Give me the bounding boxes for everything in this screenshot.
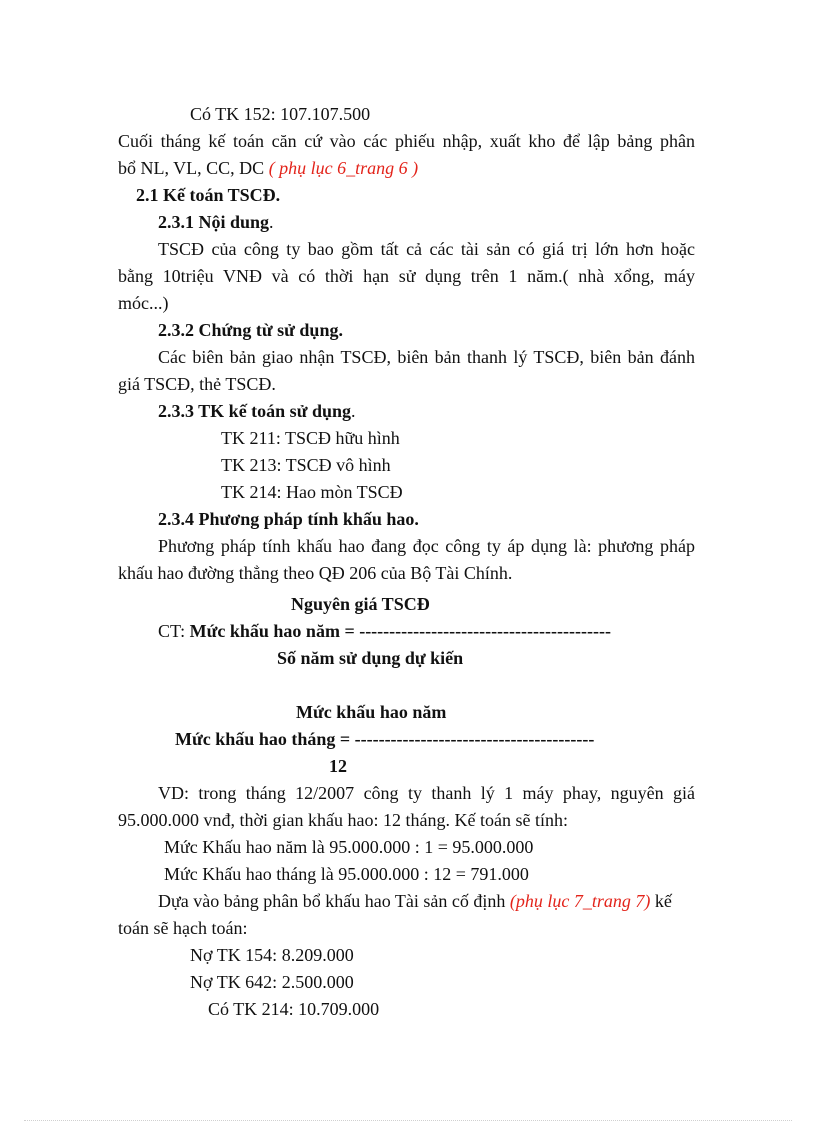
formula-denominator: 12	[329, 756, 347, 776]
paragraph-line: Các biên bản giao nhận TSCĐ, biên bản thanh lý TSCĐ, biên bản đánh	[158, 347, 695, 367]
calculation-line: Mức Khấu hao tháng là 95.000.000 : 12 = 791.000	[164, 864, 529, 884]
appendix-reference-7: (phụ lục 7_trang 7)	[509, 891, 651, 911]
account-item: TK 211: TSCĐ hữu hình	[221, 428, 400, 448]
formula-numerator: Nguyên giá TSCĐ	[291, 594, 430, 614]
paragraph-line: bằng 10triệu VNĐ và có thời hạn sử dụng trên 1 năm.( nhà xổng, máy	[118, 266, 695, 286]
paragraph-line: Phương pháp tính khấu hao đang đọc công ty áp dụng là: phương pháp	[158, 536, 695, 556]
entry-credit-214: Có TK 214: 10.709.000	[208, 999, 380, 1019]
account-item: TK 213: TSCĐ vô hình	[221, 455, 391, 475]
section-heading-2-1: 2.1 Kế toán TSCĐ.	[136, 185, 281, 205]
page-footer-divider	[24, 1120, 792, 1121]
entry-debit-154: Nợ TK 154: 8.209.000	[190, 945, 354, 965]
account-item: TK 214: Hao mòn TSCĐ	[221, 482, 403, 502]
subheading-2-3-2: 2.3.2 Chứng từ sử dụng.	[158, 320, 343, 340]
paragraph-line: TSCĐ của công ty bao gồm tất cả các tài sản có giá trị lớn hơn hoặc	[158, 239, 695, 259]
formula-numerator: Mức khấu hao năm	[296, 702, 447, 722]
paragraph-line: Dựa vào bảng phân bổ khấu hao Tài sản cố định (phụ lục 7_trang 7) kế	[158, 891, 672, 911]
paragraph-line: giá TSCĐ, thẻ TSCĐ.	[118, 374, 276, 394]
subheading-2-3-1: 2.3.1 Nội dung.	[158, 212, 274, 232]
paragraph-line: Cuối tháng kế toán căn cứ vào các phiếu nhập, xuất kho để lập bảng phân	[118, 131, 695, 151]
subheading-2-3-3: 2.3.3 TK kế toán sử dụng.	[158, 401, 356, 421]
paragraph-line: VD: trong tháng 12/2007 công ty thanh lý 1 máy phay, nguyên giá	[158, 783, 695, 803]
paragraph-line: 95.000.000 vnđ, thời gian khấu hao: 12 tháng. Kế toán sẽ tính:	[118, 810, 568, 830]
subheading-2-3-4: 2.3.4 Phương pháp tính khấu hao.	[158, 509, 419, 529]
entry-debit-642: Nợ TK 642: 2.500.000	[190, 972, 354, 992]
entry-credit-152: Có TK 152: 107.107.500	[190, 104, 371, 124]
paragraph-line: bổ NL, VL, CC, DC ( phụ lục 6_trang 6 )	[118, 158, 419, 178]
calculation-line: Mức Khấu hao năm là 95.000.000 : 1 = 95.000.000	[164, 837, 534, 857]
formula-denominator: Số năm sử dụng dự kiến	[277, 648, 464, 668]
paragraph-line: móc...)	[118, 293, 169, 313]
formula-monthly: Mức khấu hao tháng = ----------------------------------------	[175, 729, 595, 749]
paragraph-line: khấu hao đường thẳng theo QĐ 206 của Bộ Tài Chính.	[118, 563, 513, 583]
appendix-reference-6: ( phụ lục 6_trang 6 )	[268, 158, 419, 178]
formula-annual: CT: Mức khấu hao năm = ------------------------------------------	[158, 621, 611, 641]
paragraph-line: toán sẽ hạch toán:	[118, 918, 248, 938]
